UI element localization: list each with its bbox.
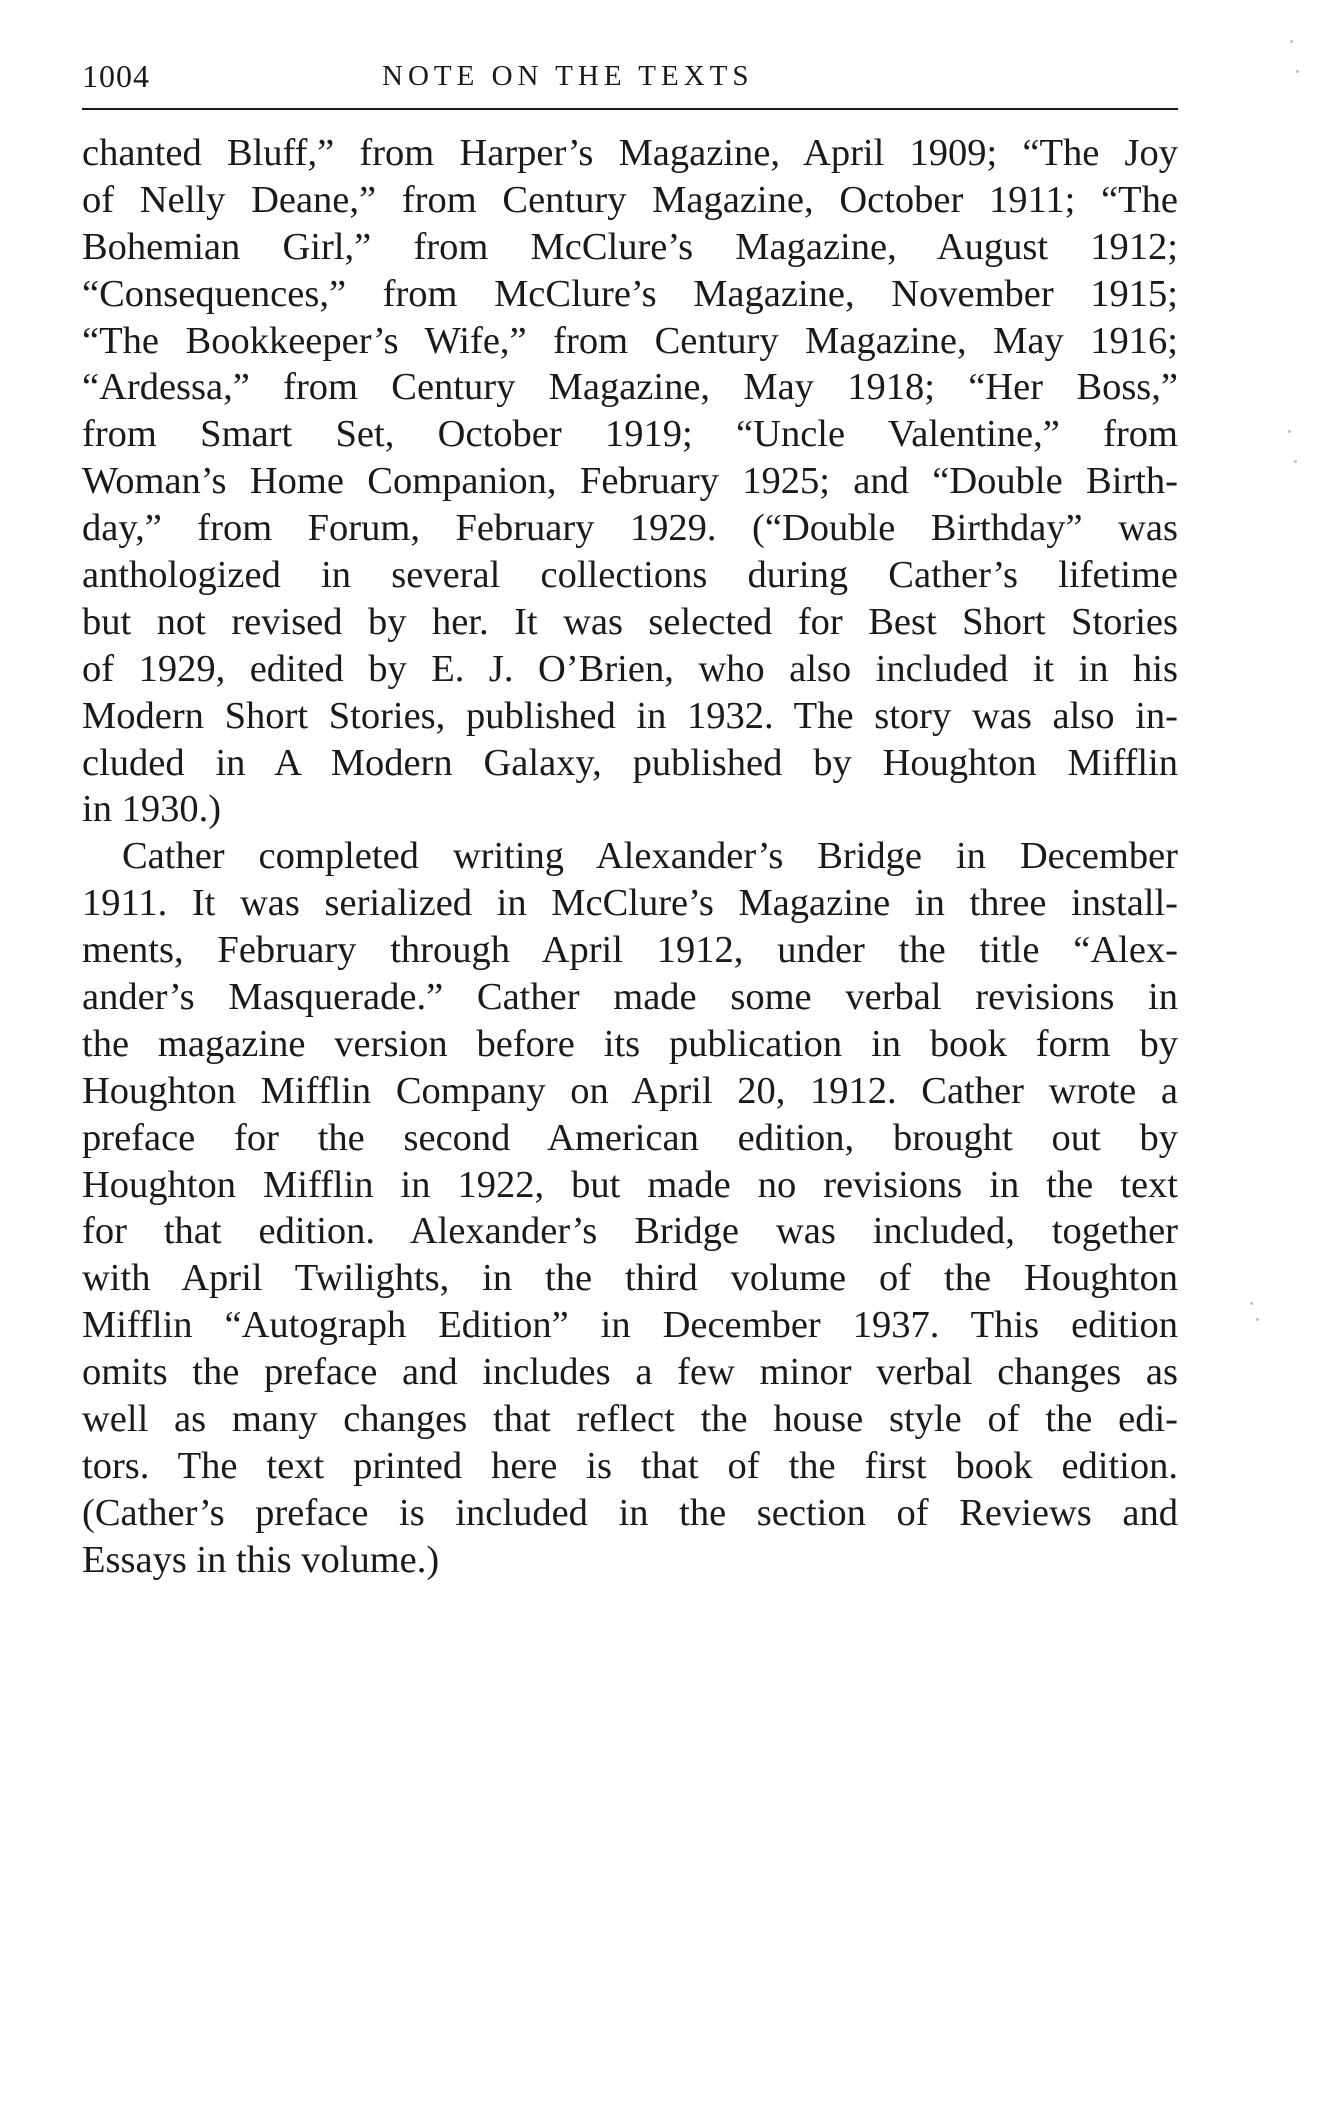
text-line: Modern Short Stories, published in 1932. The story was also in- bbox=[82, 694, 1178, 737]
text-line: “Ardessa,” from Century Magazine, May 1918; “Her Boss,” bbox=[82, 366, 1178, 409]
running-title: NOTE ON THE TEXTS bbox=[382, 60, 754, 92]
scan-speck bbox=[1256, 1318, 1259, 1321]
text-line: chanted Bluff,” from Harper’s Magazine, April 1909; “The Joy bbox=[82, 132, 1178, 174]
text-line: “The Bookkeeper’s Wife,” from Century Magazine, May 1916; bbox=[82, 319, 1178, 362]
text-line: (Cather’s preface is included in the section of Reviews and bbox=[82, 1491, 1178, 1534]
paragraph-1 bbox=[82, 130, 1178, 833]
text-line: anthologized in several collections during Cather’s lifetime bbox=[82, 554, 1178, 597]
text-line: Houghton Mifflin Company on April 20, 1912. Cather wrote a bbox=[82, 1069, 1178, 1112]
text-line: of Nelly Deane,” from Century Magazine, October 1911; “The bbox=[82, 178, 1178, 221]
text-line: with April Twilights, in the third volume of the Houghton bbox=[82, 1257, 1178, 1300]
text-line: Mifflin “Autograph Edition” in December 1937. This edition bbox=[82, 1304, 1178, 1347]
text-line: from Smart Set, October 1919; “Uncle Valentine,” from bbox=[82, 413, 1178, 456]
scan-speck bbox=[1294, 460, 1297, 463]
page-number: 1004 bbox=[82, 58, 150, 94]
text-line: Bohemian Girl,” from McClure’s Magazine, August 1912; bbox=[82, 225, 1178, 268]
text-line: “Consequences,” from McClure’s Magazine, November 1915; bbox=[82, 272, 1178, 315]
text-line: Cather completed writing Alexander’s Bridge in December bbox=[122, 835, 1178, 878]
scan-speck bbox=[1296, 70, 1299, 73]
text-line: preface for the second American edition, brought out by bbox=[82, 1116, 1178, 1159]
scan-speck bbox=[1290, 40, 1293, 43]
text-line: day,” from Forum, February 1929. (“Double Birthday” was bbox=[82, 507, 1178, 550]
text-line: the magazine version before its publication in book form by bbox=[82, 1022, 1178, 1065]
running-head bbox=[82, 52, 1178, 102]
text-line: Houghton Mifflin in 1922, but made no revisions in the text bbox=[82, 1163, 1178, 1206]
scan-speck bbox=[1288, 430, 1291, 433]
text-line: cluded in A Modern Galaxy, published by Houghton Mifflin bbox=[82, 741, 1178, 784]
text-line: 1911. It was serialized in McClure’s Magazine in three install- bbox=[82, 882, 1178, 925]
body-text bbox=[82, 130, 1178, 1584]
text-line: ments, February through April 1912, under the title “Alex- bbox=[82, 929, 1178, 972]
text-line: of 1929, edited by E. J. O’Brien, who also included it in his bbox=[82, 647, 1178, 690]
text-line: in 1930.) bbox=[82, 788, 222, 831]
text-line: Essays in this volume.) bbox=[82, 1538, 440, 1581]
text-line: but not revised by her. It was selected for Best Short Stories bbox=[82, 600, 1178, 643]
paragraph-2 bbox=[82, 833, 1178, 1583]
text-line: for that edition. Alexander’s Bridge was included, together bbox=[82, 1210, 1178, 1253]
text-line: well as many changes that reflect the house style of the edi- bbox=[82, 1398, 1178, 1441]
text-line: tors. The text printed here is that of the first book edition. bbox=[82, 1444, 1178, 1487]
text-line: ander’s Masquerade.” Cather made some verbal revisions in bbox=[82, 976, 1178, 1019]
header-rule bbox=[82, 108, 1178, 110]
scan-speck bbox=[1250, 1302, 1253, 1305]
text-line: omits the preface and includes a few minor verbal changes as bbox=[82, 1351, 1178, 1394]
text-line: Woman’s Home Companion, February 1925; and “Double Birth- bbox=[82, 460, 1178, 503]
